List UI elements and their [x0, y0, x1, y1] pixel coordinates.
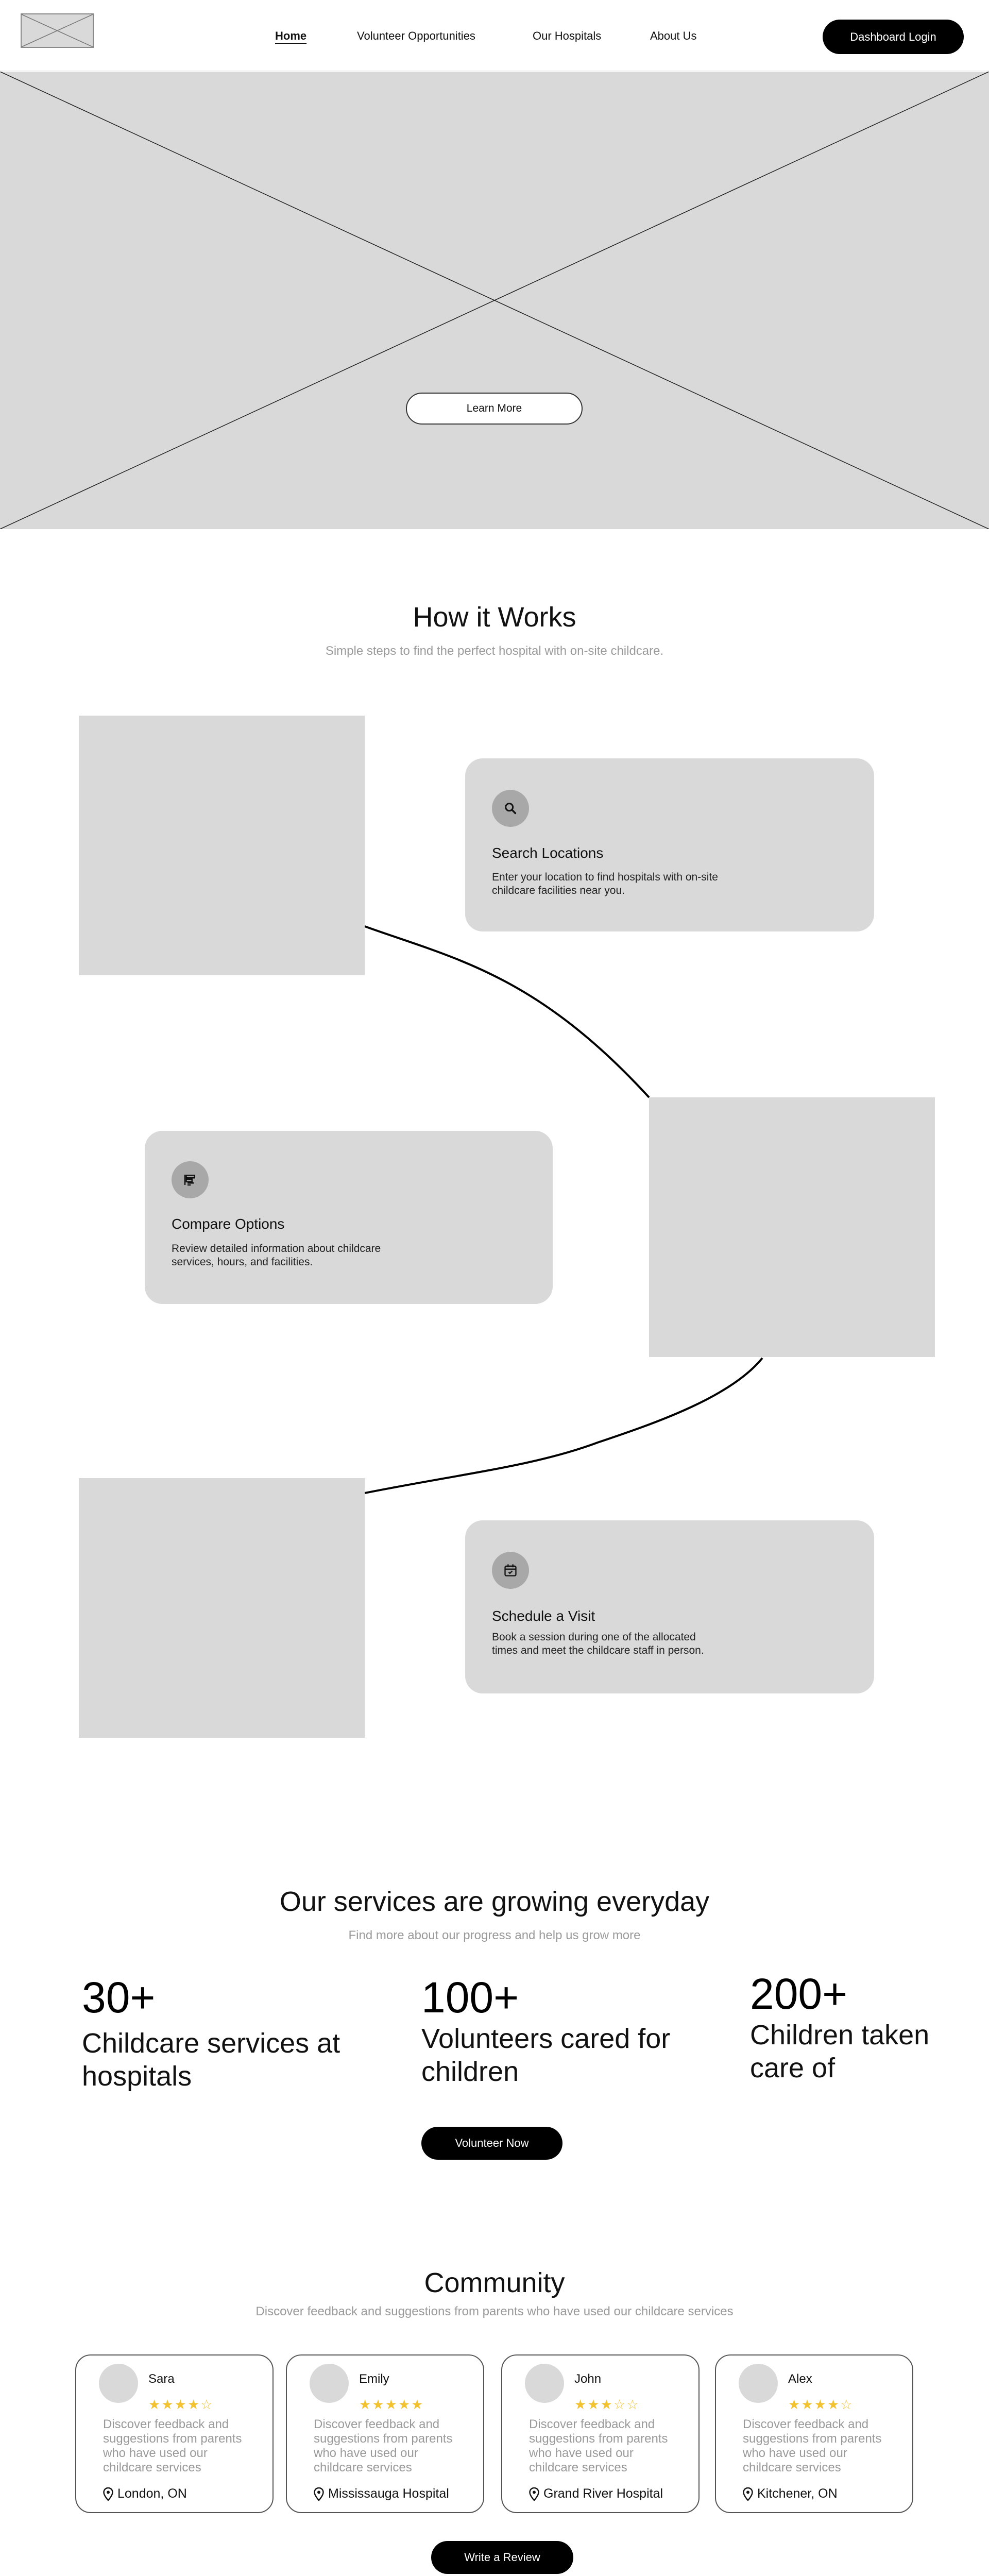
review-location — [314, 2486, 449, 2501]
step-title: Search Locations — [492, 845, 604, 861]
stats-title: Our services are growing everyday — [279, 1886, 710, 1917]
step-description: Review detailed information about childcare services, hours, and facilities. — [172, 1243, 381, 1268]
step-title: Schedule a Visit — [492, 1608, 595, 1624]
nav-volunteer-link[interactable]: Volunteer Opportunities — [357, 29, 475, 42]
compare-icon — [172, 1161, 209, 1198]
reviewer-name: Emily — [359, 2372, 389, 2386]
star-filled-icon: ★ — [385, 2397, 398, 2412]
how-it-works-subtitle: Simple steps to find the perfect hospital with on-site childcare. — [325, 644, 664, 658]
community-title: Community — [424, 2267, 565, 2298]
star-filled-icon: ★ — [398, 2397, 412, 2412]
avatar — [739, 2364, 778, 2403]
step-card-schedule — [465, 1520, 874, 1693]
star-filled-icon: ★ — [359, 2397, 372, 2412]
avatar — [525, 2364, 564, 2403]
step-2-image-placeholder — [649, 1097, 935, 1357]
calendar-icon — [492, 1552, 529, 1589]
stat-label: Children taken care of — [750, 2020, 930, 2083]
review-card — [501, 2354, 700, 2513]
review-card — [715, 2354, 913, 2513]
review-card — [286, 2354, 484, 2513]
community-subtitle: Discover feedback and suggestions from parents who have used our childcare services — [255, 2304, 734, 2318]
location-pin-icon — [529, 2487, 539, 2501]
location-pin-icon — [314, 2487, 324, 2501]
review-location — [103, 2486, 187, 2501]
star-rating — [359, 2397, 424, 2413]
star-empty-icon: ☆ — [840, 2397, 854, 2412]
step-title: Compare Options — [172, 1216, 285, 1232]
review-card — [75, 2354, 274, 2513]
star-empty-icon: ☆ — [626, 2397, 640, 2412]
stat-label: Childcare services at hospitals — [82, 2028, 340, 2092]
star-filled-icon: ★ — [801, 2397, 814, 2412]
review-location — [529, 2486, 663, 2501]
star-filled-icon: ★ — [411, 2397, 424, 2412]
location-label: London, ON — [117, 2486, 187, 2501]
star-filled-icon: ★ — [161, 2397, 175, 2412]
star-rating — [574, 2397, 640, 2413]
stat-number: 100+ — [421, 1973, 519, 2022]
how-it-works-title: How it Works — [413, 602, 576, 633]
nav-home-link[interactable]: Home — [275, 29, 307, 42]
review-text: Discover feedback and suggestions from parents who have used our childcare services — [103, 2417, 242, 2475]
step-card-search — [465, 758, 874, 931]
star-filled-icon: ★ — [587, 2397, 601, 2412]
review-location — [743, 2486, 838, 2501]
star-filled-icon: ★ — [827, 2397, 841, 2412]
location-pin-icon — [743, 2487, 753, 2501]
star-filled-icon: ★ — [174, 2397, 187, 2412]
star-filled-icon: ★ — [148, 2397, 162, 2412]
star-empty-icon: ☆ — [613, 2397, 627, 2412]
location-pin-icon — [103, 2487, 113, 2501]
stat-number: 200+ — [750, 1970, 848, 2018]
star-empty-icon: ☆ — [200, 2397, 214, 2412]
step-1-image-placeholder — [79, 716, 365, 975]
step-3-image-placeholder — [79, 1478, 365, 1738]
star-rating — [788, 2397, 854, 2413]
star-rating — [148, 2397, 214, 2413]
star-filled-icon: ★ — [372, 2397, 385, 2412]
logo-image[interactable] — [21, 13, 94, 48]
step-card-compare — [145, 1131, 553, 1304]
review-text: Discover feedback and suggestions from parents who have used our childcare services — [529, 2417, 668, 2475]
avatar — [99, 2364, 138, 2403]
location-label: Mississauga Hospital — [328, 2486, 449, 2501]
nav-about-link[interactable]: About Us — [650, 29, 697, 42]
dashboard-login-button[interactable]: Dashboard Login — [823, 20, 964, 54]
stats-subtitle: Find more about our progress and help us grow more — [348, 1928, 641, 1942]
write-review-button[interactable]: Write a Review — [431, 2541, 573, 2574]
star-filled-icon: ★ — [574, 2397, 588, 2412]
reviewer-name: Alex — [788, 2372, 812, 2386]
location-label: Grand River Hospital — [543, 2486, 663, 2501]
avatar — [310, 2364, 349, 2403]
step-description: Book a session during one of the allocated times and meet the childcare staff in person. — [492, 1631, 704, 1656]
learn-more-button[interactable]: Learn More — [406, 393, 583, 425]
reviewer-name: John — [574, 2372, 602, 2386]
search-icon — [492, 790, 529, 827]
hero-image-placeholder — [0, 72, 989, 529]
review-text: Discover feedback and suggestions from parents who have used our childcare services — [314, 2417, 453, 2475]
reviewer-name: Sara — [148, 2372, 175, 2386]
site-header — [0, 0, 989, 71]
step-description: Enter your location to find hospitals with on-site childcare facilities near you. — [492, 871, 718, 896]
stat-number: 30+ — [82, 1973, 156, 2022]
star-filled-icon: ★ — [814, 2397, 827, 2412]
nav-hospitals-link[interactable]: Our Hospitals — [533, 29, 602, 42]
review-text: Discover feedback and suggestions from parents who have used our childcare services — [743, 2417, 882, 2475]
star-filled-icon: ★ — [187, 2397, 201, 2412]
star-filled-icon: ★ — [600, 2397, 613, 2412]
stat-label: Volunteers cared for children — [421, 2023, 671, 2087]
star-filled-icon: ★ — [788, 2397, 802, 2412]
location-label: Kitchener, ON — [757, 2486, 838, 2501]
volunteer-now-button[interactable]: Volunteer Now — [421, 2127, 562, 2160]
